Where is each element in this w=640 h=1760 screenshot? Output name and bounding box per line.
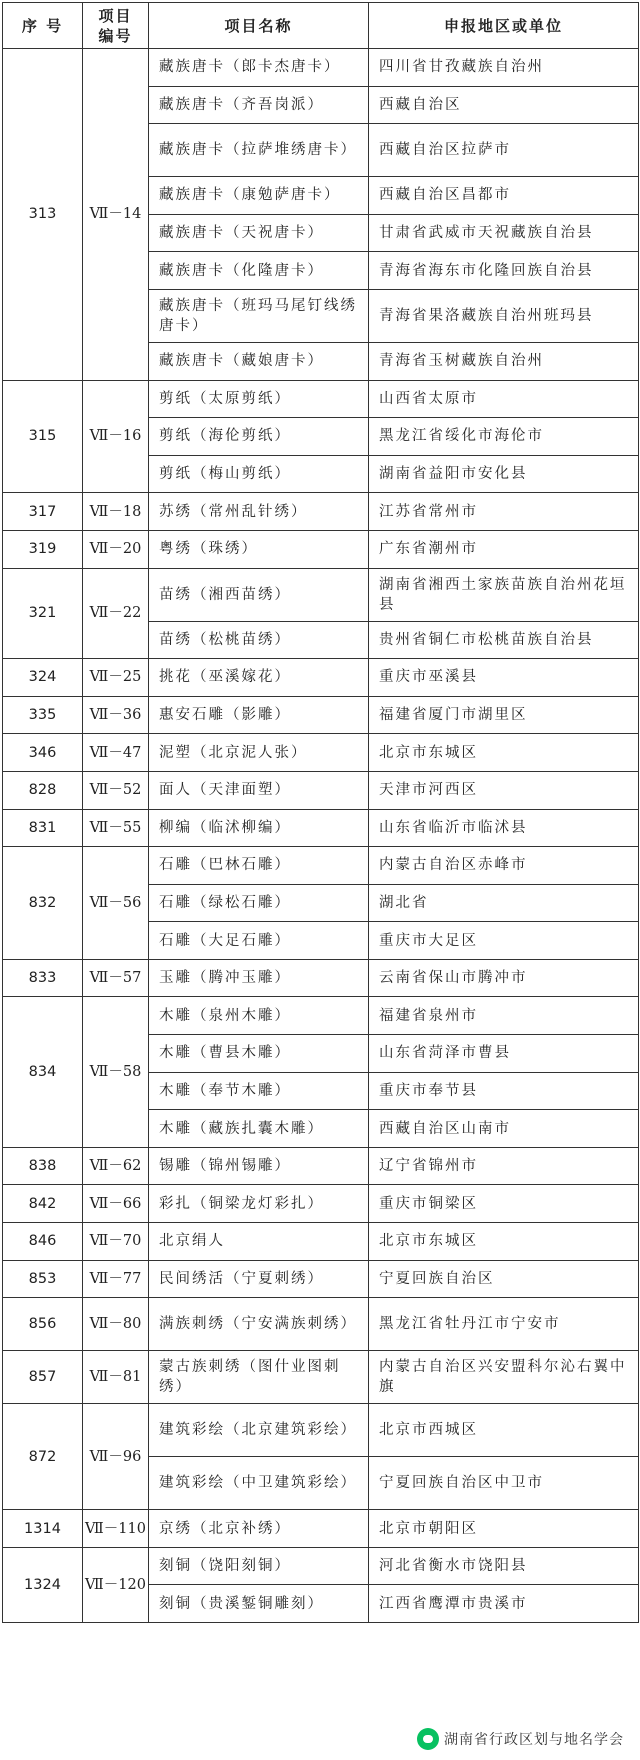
cell-project-name: 木雕（泉州木雕）	[149, 997, 369, 1035]
cell-region: 福建省泉州市	[369, 997, 639, 1035]
cell-seq: 315	[3, 380, 83, 493]
table-row	[3, 1223, 639, 1261]
table-row	[3, 734, 639, 772]
table-row	[3, 1510, 639, 1548]
cell-code: Ⅶ－55	[83, 809, 149, 847]
cell-seq: 872	[3, 1404, 83, 1510]
cell-seq: 319	[3, 530, 83, 568]
table-row	[3, 997, 639, 1035]
table-row	[3, 771, 639, 809]
header-code: 项目 编号	[83, 3, 149, 49]
cell-code: Ⅶ－80	[83, 1298, 149, 1351]
cell-project-name: 剪纸（海伦剪纸）	[149, 418, 369, 456]
table-row	[3, 380, 639, 418]
cell-region: 内蒙古自治区赤峰市	[369, 847, 639, 885]
cell-region: 青海省海东市化隆回族自治县	[369, 252, 639, 290]
table-row	[3, 1404, 639, 1457]
cell-region: 西藏自治区拉萨市	[369, 124, 639, 177]
cell-project-name: 石雕（巴林石雕）	[149, 847, 369, 885]
cell-project-name: 蒙古族刺绣（图什业图刺绣）	[149, 1351, 369, 1404]
watermark-text: 湖南省行政区划与地名学会	[444, 1732, 624, 1748]
cell-project-name: 锡雕（锦州锡雕）	[149, 1147, 369, 1185]
cell-project-name: 木雕（奉节木雕）	[149, 1072, 369, 1110]
cell-region: 山东省临沂市临沭县	[369, 809, 639, 847]
cell-project-name: 藏族唐卡（化隆唐卡）	[149, 252, 369, 290]
cell-code: Ⅶ－36	[83, 696, 149, 734]
table-row	[3, 1547, 639, 1585]
table-row	[3, 809, 639, 847]
cell-region: 北京市东城区	[369, 1223, 639, 1261]
cell-region: 重庆市巫溪县	[369, 659, 639, 697]
cell-seq: 853	[3, 1260, 83, 1298]
cell-code: Ⅶ－81	[83, 1351, 149, 1404]
cell-region: 甘肃省武威市天祝藏族自治县	[369, 214, 639, 252]
cell-seq: 321	[3, 568, 83, 659]
cell-region: 西藏自治区山南市	[369, 1110, 639, 1148]
cell-region: 广东省潮州市	[369, 530, 639, 568]
cell-project-name: 泥塑（北京泥人张）	[149, 734, 369, 772]
table-row	[3, 493, 639, 531]
table-row	[3, 1147, 639, 1185]
table-header-row	[3, 3, 639, 49]
cell-region: 重庆市铜梁区	[369, 1185, 639, 1223]
cell-project-name: 刻铜（贵溪錾铜雕刻）	[149, 1585, 369, 1623]
cell-project-name: 柳编（临沭柳编）	[149, 809, 369, 847]
cell-code: Ⅶ－52	[83, 771, 149, 809]
cell-code: Ⅶ－120	[83, 1547, 149, 1622]
cell-seq: 833	[3, 959, 83, 997]
cell-project-name: 面人（天津面塑）	[149, 771, 369, 809]
cell-code: Ⅶ－47	[83, 734, 149, 772]
cell-project-name: 建筑彩绘（中卫建筑彩绘）	[149, 1457, 369, 1510]
table-row	[3, 49, 639, 87]
cell-project-name: 刻铜（饶阳刻铜）	[149, 1547, 369, 1585]
cell-project-name: 满族刺绣（宁安满族刺绣）	[149, 1298, 369, 1351]
cell-region: 山东省菏泽市曹县	[369, 1035, 639, 1073]
cell-project-name: 民间绣活（宁夏刺绣）	[149, 1260, 369, 1298]
cell-seq: 838	[3, 1147, 83, 1185]
cell-code: Ⅶ－57	[83, 959, 149, 997]
cell-region: 重庆市奉节县	[369, 1072, 639, 1110]
cell-region: 河北省衡水市饶阳县	[369, 1547, 639, 1585]
cell-seq: 828	[3, 771, 83, 809]
table-row	[3, 696, 639, 734]
cell-project-name: 挑花（巫溪嫁花）	[149, 659, 369, 697]
cell-region: 湖北省	[369, 884, 639, 922]
cell-project-name: 藏族唐卡（藏娘唐卡）	[149, 342, 369, 380]
cell-project-name: 惠安石雕（影雕）	[149, 696, 369, 734]
cell-region: 江西省鹰潭市贵溪市	[369, 1585, 639, 1623]
table-row	[3, 568, 639, 621]
cell-region: 辽宁省锦州市	[369, 1147, 639, 1185]
cell-seq: 857	[3, 1351, 83, 1404]
cell-code: Ⅶ－96	[83, 1404, 149, 1510]
cell-region: 内蒙古自治区兴安盟科尔沁右翼中旗	[369, 1351, 639, 1404]
cell-project-name: 苗绣（湘西苗绣）	[149, 568, 369, 621]
header-name: 项目名称	[149, 3, 369, 49]
cell-code: Ⅶ－77	[83, 1260, 149, 1298]
cell-project-name: 藏族唐卡（齐吾岗派）	[149, 86, 369, 124]
cell-region: 西藏自治区昌都市	[369, 177, 639, 215]
cell-code: Ⅶ－14	[83, 49, 149, 381]
table-row	[3, 530, 639, 568]
cell-project-name: 苏绣（常州乱针绣）	[149, 493, 369, 531]
table-body	[3, 49, 639, 1623]
cell-project-name: 藏族唐卡（郎卡杰唐卡）	[149, 49, 369, 87]
table-row	[3, 659, 639, 697]
wechat-icon	[417, 1728, 439, 1750]
table-row	[3, 1185, 639, 1223]
cell-region: 北京市西城区	[369, 1404, 639, 1457]
cell-code: Ⅶ－18	[83, 493, 149, 531]
cell-seq: 335	[3, 696, 83, 734]
cell-seq: 1314	[3, 1510, 83, 1548]
cell-region: 山西省太原市	[369, 380, 639, 418]
cell-project-name: 建筑彩绘（北京建筑彩绘）	[149, 1404, 369, 1457]
cell-code: Ⅶ－16	[83, 380, 149, 493]
cell-project-name: 木雕（藏族扎囊木雕）	[149, 1110, 369, 1148]
table-row	[3, 1298, 639, 1351]
cell-region: 江苏省常州市	[369, 493, 639, 531]
cell-project-name: 北京绢人	[149, 1223, 369, 1261]
cell-region: 湖南省湘西土家族苗族自治州花垣县	[369, 568, 639, 621]
cell-seq: 842	[3, 1185, 83, 1223]
header-region: 申报地区或单位	[369, 3, 639, 49]
cell-region: 青海省果洛藏族自治州班玛县	[369, 289, 639, 342]
cell-seq: 834	[3, 997, 83, 1147]
cell-region: 黑龙江省绥化市海伦市	[369, 418, 639, 456]
cell-seq: 856	[3, 1298, 83, 1351]
cell-project-name: 木雕（曹县木雕）	[149, 1035, 369, 1073]
cell-project-name: 剪纸（太原剪纸）	[149, 380, 369, 418]
cell-seq: 313	[3, 49, 83, 381]
cell-region: 黑龙江省牡丹江市宁安市	[369, 1298, 639, 1351]
cell-region: 北京市东城区	[369, 734, 639, 772]
cell-code: Ⅶ－62	[83, 1147, 149, 1185]
cell-seq: 317	[3, 493, 83, 531]
cell-project-name: 藏族唐卡（康勉萨唐卡）	[149, 177, 369, 215]
cell-seq: 846	[3, 1223, 83, 1261]
cell-project-name: 石雕（大足石雕）	[149, 922, 369, 960]
cell-region: 西藏自治区	[369, 86, 639, 124]
cell-seq: 831	[3, 809, 83, 847]
cell-project-name: 石雕（绿松石雕）	[149, 884, 369, 922]
cell-region: 北京市朝阳区	[369, 1510, 639, 1548]
cell-seq: 346	[3, 734, 83, 772]
cell-project-name: 粤绣（珠绣）	[149, 530, 369, 568]
table-row	[3, 1260, 639, 1298]
cell-region: 青海省玉树藏族自治州	[369, 342, 639, 380]
table-row	[3, 1351, 639, 1404]
cell-region: 天津市河西区	[369, 771, 639, 809]
cell-project-name: 京绣（北京补绣）	[149, 1510, 369, 1548]
cell-project-name: 彩扎（铜梁龙灯彩扎）	[149, 1185, 369, 1223]
cell-region: 宁夏回族自治区中卫市	[369, 1457, 639, 1510]
cell-seq: 324	[3, 659, 83, 697]
cell-seq: 832	[3, 847, 83, 960]
header-seq: 序 号	[3, 3, 83, 49]
cell-region: 宁夏回族自治区	[369, 1260, 639, 1298]
cell-code: Ⅶ－58	[83, 997, 149, 1147]
heritage-project-table	[2, 2, 639, 1623]
table-row	[3, 847, 639, 885]
cell-region: 云南省保山市腾冲市	[369, 959, 639, 997]
cell-code: Ⅶ－20	[83, 530, 149, 568]
cell-region: 福建省厦门市湖里区	[369, 696, 639, 734]
cell-region: 重庆市大足区	[369, 922, 639, 960]
cell-region: 湖南省益阳市安化县	[369, 455, 639, 493]
watermark	[411, 1724, 630, 1754]
cell-project-name: 藏族唐卡（班玛马尾钉线绣唐卡）	[149, 289, 369, 342]
table-row	[3, 959, 639, 997]
cell-project-name: 玉雕（腾冲玉雕）	[149, 959, 369, 997]
cell-region: 四川省甘孜藏族自治州	[369, 49, 639, 87]
cell-project-name: 藏族唐卡（天祝唐卡）	[149, 214, 369, 252]
cell-region: 贵州省铜仁市松桃苗族自治县	[369, 621, 639, 659]
cell-project-name: 藏族唐卡（拉萨堆绣唐卡）	[149, 124, 369, 177]
cell-code: Ⅶ－22	[83, 568, 149, 659]
cell-code: Ⅶ－110	[83, 1510, 149, 1548]
cell-code: Ⅶ－66	[83, 1185, 149, 1223]
cell-project-name: 苗绣（松桃苗绣）	[149, 621, 369, 659]
cell-project-name: 剪纸（梅山剪纸）	[149, 455, 369, 493]
cell-code: Ⅶ－70	[83, 1223, 149, 1261]
cell-code: Ⅶ－56	[83, 847, 149, 960]
cell-code: Ⅶ－25	[83, 659, 149, 697]
cell-seq: 1324	[3, 1547, 83, 1622]
